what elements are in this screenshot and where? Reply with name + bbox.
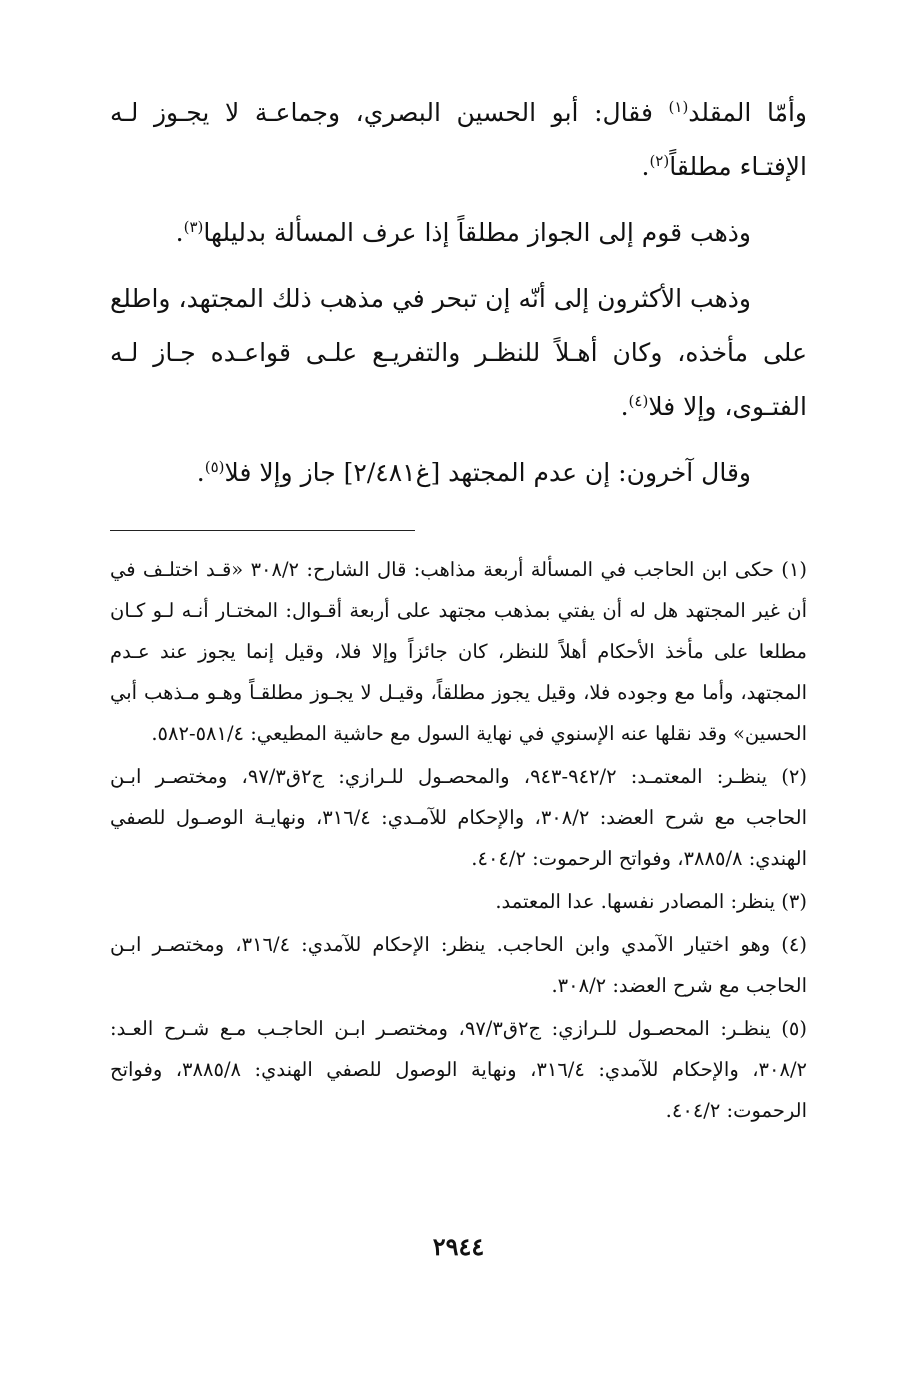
footnote-separator xyxy=(110,530,415,531)
text-segment: وأمّا المقلد xyxy=(688,98,807,127)
footnote-ref-1: (١) xyxy=(668,98,689,116)
footnote-separator-wrap xyxy=(110,530,807,531)
footnote-1: (١) حكى ابن الحاجب في المسألة أربعة مذاهب: قال الشارح: ٣٠٨/٢ «قـد اختلـف في أن غير المجتهد هل له أن يفتي بمذهب مجتهد على أربعة أقـوال: المختـار أنـه لـو كـان مطلعا على مأخذ الأحكام أهلاً للنظر، كان جائزاً وإلا فلا، وقيل إنما يجوز عند عـدم المجتهد، وأما مع وجوده فلا، وقيل يجوز مطلقاً، وقيـل لا يجـوز مطلقـاً وهـو مـذهب أبي الحسين» وقد نقلها عنه الإسنوي في نهاية السول مع حاشية المطيعي: ٥٨١/٤-٥٨٢. xyxy=(110,558,807,745)
text-segment: فقال: أبو الحسين البصري، وجماعـة لا يجـوز لـه الإفتـاء مطلقاً xyxy=(110,98,807,181)
footnote-ref-2: (٢) xyxy=(649,152,670,170)
paragraph-3 xyxy=(110,272,807,434)
text-segment: وذهب قوم إلى الجواز مطلقاً إذا عرف المسألة بدليلها xyxy=(203,218,751,247)
footnote-4: (٤) وهو اختيار الآمدي وابن الحاجب. ينظر: الإحكام للآمدي: ٣١٦/٤، ومختصـر ابـن الحاجب مع شرح العضد: ٣٠٨/٢. xyxy=(110,933,807,997)
footnote-2: (٢) ينظـر: المعتمـد: ٩٤٢/٢-٩٤٣، والمحصـول للـرازي: ج٢ق٩٧/٣، ومختصـر ابـن الحاجب مع شرح العضد: ٣٠٨/٢، والإحكام للآمـدي: ٣١٦/٤، ونهايـة الوصـول للصفي الهندي: ٣٨٨٥/٨، وفواتح الرحموت: ٤٠٤/٢. xyxy=(110,765,807,870)
paragraph-1 xyxy=(110,86,807,194)
footnote-ref-3: (٣) xyxy=(183,218,204,236)
footnote-3: (٣) ينظر: المصادر نفسها. عدا المعتمد. xyxy=(495,890,807,913)
text-segment: . xyxy=(196,458,205,487)
footnote-ref-4: (٤) xyxy=(628,392,649,410)
paragraph-2 xyxy=(110,206,807,260)
footnote-ref-5: (٥) xyxy=(204,458,225,476)
footnotes xyxy=(110,549,807,1131)
footnote-5: (٥) ينظـر: المحصـول للـرازي: ج٢ق٩٧/٣، ومختصـر ابـن الحاجـب مـع شـرح العـد: ٣٠٨/٢، والإحكام للآمدي: ٣١٦/٤، ونهاية الوصول للصفي الهندي: ٣٨٨٥/٨، وفواتح الرحموت: ٤٠٤/٢. xyxy=(110,1017,807,1122)
text-segment: وقال آخرون: إن عدم المجتهد [غ٢/٤٨١] جاز وإلا فلا xyxy=(224,458,751,487)
page-content xyxy=(110,86,807,1133)
text-segment: . xyxy=(620,392,629,421)
text-segment: وذهب الأكثرون إلى أنّه إن تبحر في مذهب ذلك المجتهد، واطلع على مأخذه، وكان أهـلاً للنظـر والتفريـع علـى قواعـده جـاز لـه الفتـوى، وإلا فلا xyxy=(110,284,807,421)
page-number: ٢٩٤٤ xyxy=(432,1232,485,1261)
paragraph-4 xyxy=(110,446,807,500)
text-segment: . xyxy=(175,218,184,247)
text-segment: . xyxy=(641,152,650,181)
body-text xyxy=(110,86,807,500)
